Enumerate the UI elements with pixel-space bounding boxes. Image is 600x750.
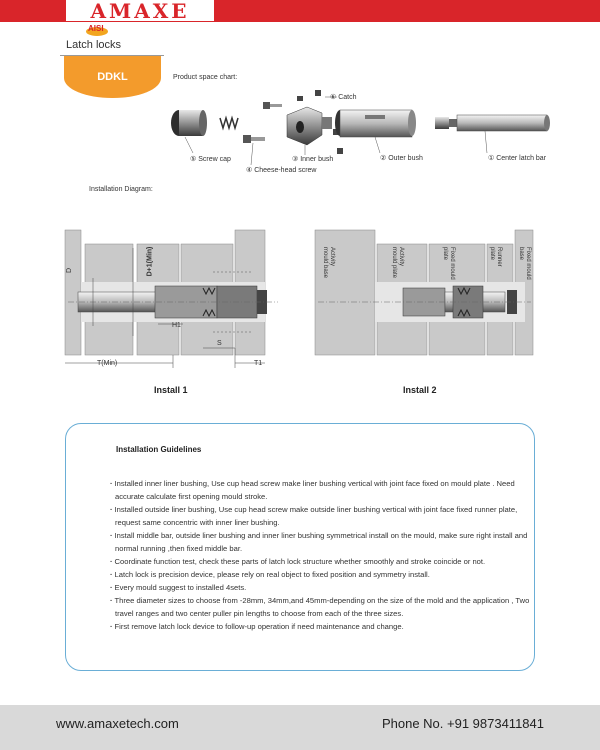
label-screw-cap: ⑤ Screw cap bbox=[190, 156, 231, 163]
install-1-caption: Install 1 bbox=[154, 385, 188, 395]
center-latch-bar-part bbox=[435, 115, 550, 131]
dim-h1: H1 bbox=[172, 322, 181, 329]
guideline-item: · Three diameter sizes to choose from -28mm, 34mm,and 45mm-depending on the size of the mold and the application , Two travel ranges and two center puller pin lengths to choose from each of the three sizes. bbox=[110, 594, 535, 620]
product-chart-title: Product space chart: bbox=[173, 74, 238, 81]
label-inner-bush: ③ Inner bush bbox=[292, 156, 334, 163]
plate-runner-plate: Runner plate bbox=[489, 247, 502, 267]
outer-bush-part bbox=[335, 110, 416, 137]
phone-number: Phone No. +91 9873411841 bbox=[381, 716, 544, 731]
install-1-diagram bbox=[63, 228, 288, 378]
guideline-item: · Every mould suggest to installed 4sets. bbox=[110, 581, 535, 594]
spring-part bbox=[220, 118, 238, 128]
guideline-item: · Coordinate function test, check these parts of latch lock structure whether smoothly and stroke coincide or not. bbox=[110, 555, 535, 568]
screw-cap-part bbox=[171, 110, 207, 136]
dim-d: D bbox=[66, 267, 74, 274]
guideline-item: · Latch lock is precision device, please rely on real object to fixed position and symmetry install. bbox=[110, 568, 535, 581]
badge-text: AISI bbox=[88, 24, 104, 33]
guideline-item: · Install middle bar, outside liner bushing and inner liner bushing symmetrical install on the mould, make sure right install and normal running ,then fixed middle bar. bbox=[110, 529, 535, 555]
plate-activity-mould-plate: Activity mould plate bbox=[391, 247, 404, 279]
dim-s: S bbox=[217, 340, 222, 347]
brand-logo bbox=[65, 0, 215, 22]
website-link[interactable]: www.amaxetech.com bbox=[56, 716, 179, 731]
dim-tmin: T(Min) bbox=[97, 360, 118, 367]
plate-fixed-mould-plate: Fixed mould plate bbox=[442, 247, 455, 280]
guideline-item: · Installed outside liner bushing, Use cup head screw make outside liner bushing vertical with joint face fixed runner plate, request same concentric with inner liner bushing. bbox=[110, 503, 535, 529]
installation-title: Installation Diagram: bbox=[89, 186, 153, 193]
product-code-tab bbox=[64, 56, 161, 98]
aisi-badge bbox=[86, 24, 108, 36]
plate-activity-mould-base: Activity mould base bbox=[322, 247, 335, 279]
product-code: DDKL bbox=[97, 71, 128, 83]
brand-name: AMAXE bbox=[90, 0, 190, 23]
page-subtitle: Latch locks bbox=[66, 39, 122, 51]
label-catch: ⑥ Catch bbox=[330, 94, 357, 101]
plate-fixed-mould-base: Fixed mould base bbox=[518, 247, 531, 280]
guideline-item: · Installed inner liner bushing, Use cup head screw make liner bushing vertical with joint face fixed on mould plate . Need accurate calculate first opening mould stroke. bbox=[110, 477, 535, 503]
guidelines-list bbox=[110, 477, 535, 633]
inner-bush-part bbox=[287, 107, 332, 145]
outer-bush bbox=[453, 286, 483, 318]
guideline-item: · First remove latch lock device to follow-up operation if need maintenance and change. bbox=[110, 620, 535, 633]
cheese-head-screw-part bbox=[243, 102, 282, 143]
label-outer-bush: ② Outer bush bbox=[380, 155, 423, 162]
label-cheese-head-screw: ④ Cheese-head screw bbox=[246, 167, 317, 174]
label-center-latch-bar: ① Center latch bar bbox=[488, 155, 547, 162]
install-2-caption: Install 2 bbox=[403, 385, 437, 395]
dim-d1: D+1(Min) bbox=[146, 246, 154, 277]
guidelines-title: Installation Guidelines bbox=[116, 445, 202, 454]
dim-t1: T1 bbox=[254, 360, 263, 367]
